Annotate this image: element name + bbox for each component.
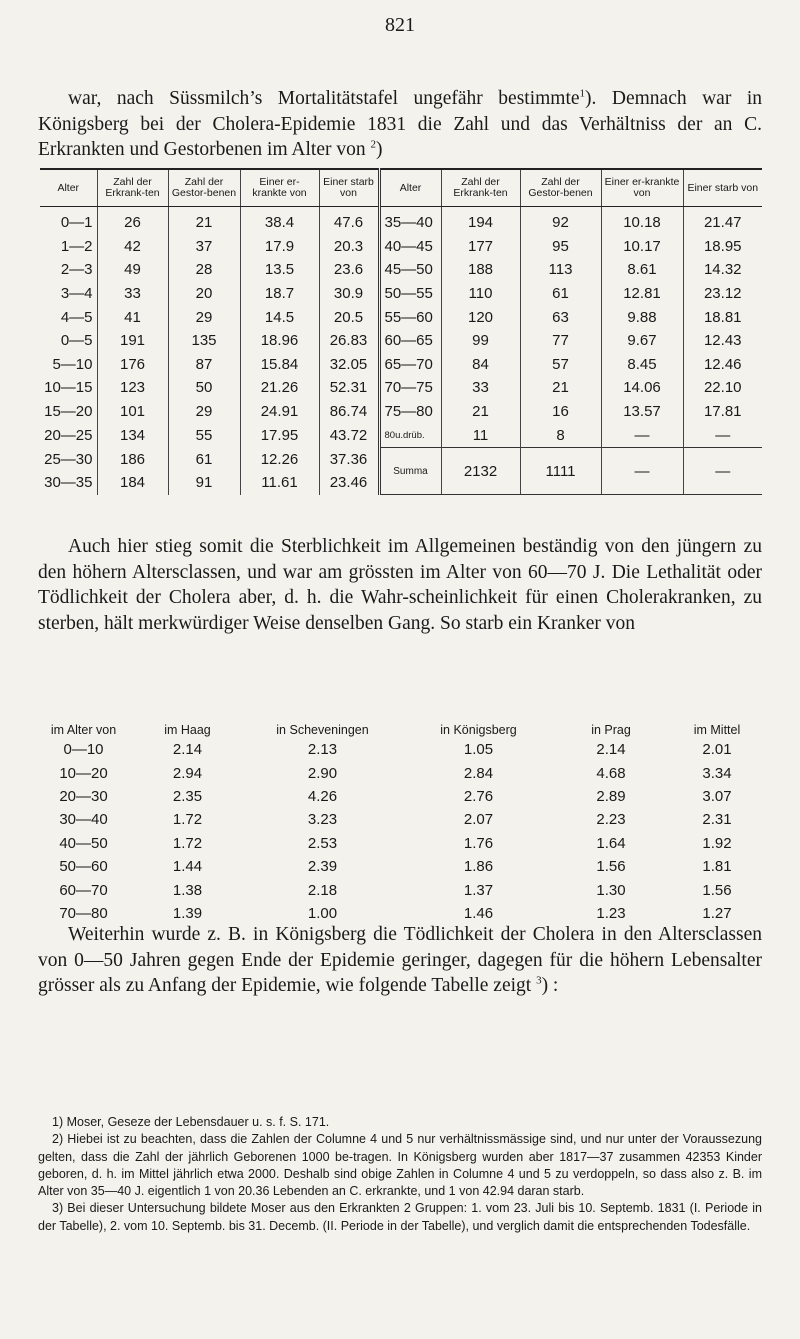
value-cell: 2.18 [307, 881, 338, 899]
paragraph-3-text: Weiterhin wurde z. B. in Königsberg die Tödlichkeit der Cholera in den Altersclassen von 0—50 Jahren gegen Ende der Epidemie geringer, dagegen für die höhern Lebensalter grösser als zu Anfang der Epidemie, wie folgende Tabelle zeigt [38, 924, 762, 996]
value-cell: 1.46 [463, 904, 494, 922]
col-header: im Alter von [50, 723, 117, 737]
value-cell: 12.46 [703, 355, 742, 373]
col-header: in Prag [591, 723, 631, 737]
col-header: im Mittel [693, 723, 741, 737]
value-cell: 23.46 [319, 471, 379, 495]
paragraph-3-end: ) : [541, 975, 559, 996]
col-header: im Haag [164, 723, 211, 737]
value-cell: 10.17 [601, 235, 683, 259]
value-cell: 1.86 [463, 858, 494, 876]
summa-label: Summa [379, 447, 441, 494]
value-cell: 3.23 [307, 811, 338, 829]
value-cell: 135 [168, 329, 240, 353]
col-header: Einer er-krankte von [601, 169, 683, 207]
value-cell: 1.92 [702, 834, 732, 852]
value-cell: 52.31 [319, 376, 379, 400]
table-row [40, 447, 762, 471]
value-cell: 18.95 [703, 237, 742, 255]
age-cell: 10—15 [40, 376, 97, 400]
value-cell: 99 [441, 329, 520, 353]
table-row [40, 235, 762, 259]
value-cell: 2.01 [702, 741, 732, 759]
value-cell: 37 [168, 235, 240, 259]
value-cell: 1.81 [702, 858, 732, 876]
value-cell: 29 [168, 400, 240, 424]
age-cell: 70—75 [379, 376, 441, 400]
value-cell: 4.26 [307, 787, 338, 805]
value-cell: 61 [168, 447, 240, 471]
value-cell: 84 [441, 353, 520, 377]
value-cell: 2.14 [596, 741, 626, 759]
age-cell: 55—60 [379, 305, 441, 329]
col-header: in Königsberg [440, 723, 517, 737]
value-cell: 61 [520, 282, 601, 306]
col-header: Einer starb von [319, 169, 379, 207]
value-cell: 2.35 [172, 787, 203, 805]
value-cell: 21.47 [703, 214, 742, 232]
value-cell: 1.56 [702, 881, 732, 899]
value-cell: 12.26 [240, 447, 319, 471]
value-cell: 26.83 [319, 329, 379, 353]
value-cell: 8.61 [601, 258, 683, 282]
value-cell: 2.84 [463, 764, 494, 782]
value-cell: 91 [168, 471, 240, 495]
value-cell: 1.00 [307, 904, 338, 922]
table-row [36, 761, 768, 784]
value-cell: 184 [97, 471, 168, 495]
intro-text-2: ). Demnach war in Königsberg bei der Cholera-Epidemie 1831 die Zahl und das Verhältniss der an C. Erkrankten und Gestorbenen im Alter von [38, 88, 762, 160]
value-cell: 110 [441, 282, 520, 306]
table-row [40, 258, 762, 282]
table-header-row [40, 169, 762, 207]
value-cell: 42 [97, 235, 168, 259]
value-cell: 33 [441, 376, 520, 400]
age-cell: 30—35 [40, 471, 97, 495]
footnote-text: 2) Hiebei ist zu beachten, dass die Zahlen der Columne 4 und 5 nur verhältnissmässige sind, und nur unter der Voraussezung gelten, dass die Zahl der jährlich Geborenen 1000 be-tragen. In Königsberg wurden aber 1817—37 zusammen 42353 Kinder geboren, d. h. im Mittel jährlich etwa 2000. Deshalb sind obige Zahlen in Columne 4 und 5 zu verdoppeln, so dass also z. B. im Alter von 35—40 J. eigentlich 1 von 20.36 Lebenden an C. erkrankte, und 1 von 42.94 daran starb. [38, 1132, 762, 1199]
col-header: Zahl der Erkrank-ten [441, 169, 520, 207]
table-row [40, 376, 762, 400]
value-cell: 18.7 [240, 282, 319, 306]
age-cell: 45—50 [379, 258, 441, 282]
age-cell: 5—10 [40, 353, 97, 377]
col-header: Zahl der Gestor-benen [168, 169, 240, 207]
value-cell: 18.96 [240, 329, 319, 353]
value-cell: 77 [520, 329, 601, 353]
value-cell: 1.39 [172, 904, 203, 922]
col-header: Alter [40, 169, 97, 207]
value-cell: 57 [520, 353, 601, 377]
age-cell: 50—60 [59, 858, 108, 876]
table-row [40, 305, 762, 329]
value-cell: 26 [97, 207, 168, 235]
value-cell: — [601, 423, 683, 447]
value-cell: 38.4 [240, 207, 319, 235]
value-cell: 13.5 [240, 258, 319, 282]
value-cell: 2.53 [307, 834, 338, 852]
table-row [40, 282, 762, 306]
value-cell: 43.72 [319, 423, 379, 447]
summa-value: 2132 [441, 447, 520, 494]
table-row [40, 423, 762, 447]
value-cell: 177 [441, 235, 520, 259]
age-cell: 65—70 [379, 353, 441, 377]
value-cell: 32.05 [319, 353, 379, 377]
value-cell: 14.5 [240, 305, 319, 329]
col-header: Alter [379, 169, 441, 207]
value-cell: 24.91 [240, 400, 319, 424]
value-cell: 55 [168, 423, 240, 447]
footnote-ref-3: 3 [536, 974, 542, 987]
value-cell: 1.27 [702, 904, 732, 922]
value-cell: 92 [520, 207, 601, 235]
footnote-1 [38, 1114, 762, 1131]
age-cell: 35—40 [379, 207, 441, 235]
table-row [40, 329, 762, 353]
value-cell: 49 [97, 258, 168, 282]
value-cell: 20 [168, 282, 240, 306]
value-cell: 33 [97, 282, 168, 306]
value-cell: 2.89 [596, 787, 626, 805]
value-cell: 14.32 [703, 261, 742, 279]
value-cell: 16 [520, 400, 601, 424]
value-cell: 1.76 [463, 834, 494, 852]
intro-text-3: ) [376, 139, 383, 160]
age-cell: 0—1 [40, 207, 97, 235]
value-cell: 28 [168, 258, 240, 282]
age-cell: 20—25 [40, 423, 97, 447]
value-cell: 4.68 [596, 764, 626, 782]
value-cell: 2.39 [307, 858, 338, 876]
value-cell: 1.38 [172, 881, 203, 899]
table-row [40, 207, 762, 235]
value-cell: 1.05 [463, 741, 494, 759]
age-cell: 4—5 [40, 305, 97, 329]
value-cell: 10.18 [601, 207, 683, 235]
value-cell: 12.81 [601, 282, 683, 306]
page-number: 821 [385, 14, 415, 36]
value-cell: 50 [168, 376, 240, 400]
age-cell: 80u.drüb. [379, 423, 441, 447]
summa-value: 1111 [520, 447, 601, 494]
value-cell: 47.6 [319, 207, 379, 235]
value-cell: 21 [168, 207, 240, 235]
value-cell: 23.6 [319, 258, 379, 282]
value-cell: 1.30 [596, 881, 626, 899]
value-cell: 21 [441, 400, 520, 424]
value-cell: 2.94 [172, 764, 203, 782]
footnote-ref-1: 1 [579, 87, 586, 100]
value-cell: 30.9 [319, 282, 379, 306]
intro-text: war, nach Süssmilch’s Mortalitätstafel ungefähr bestimmte [68, 88, 580, 109]
value-cell: 186 [97, 447, 168, 471]
cholera-age-table [40, 168, 762, 495]
value-cell: 8.45 [601, 353, 683, 377]
value-cell: 1.64 [596, 834, 626, 852]
footnote-text: 3) Bei dieser Untersuchung bildete Moser aus den Erkrankten 2 Gruppen: 1. vom 23. Juli bis 10. Septemb. 1831 (I. Periode in der Tabelle), 2. vom 10. Septemb. bis 31. Decemb. (II. Periode in der Tabelle), und verglich damit die entsprechenden Todesfälle. [38, 1201, 762, 1233]
value-cell: — [715, 426, 731, 444]
footnote-2 [38, 1131, 762, 1200]
value-cell: 2.14 [172, 741, 203, 759]
value-cell: 1.44 [172, 858, 203, 876]
value-cell: 11.61 [240, 471, 319, 495]
table-row [36, 785, 768, 808]
value-cell: 17.81 [703, 403, 742, 421]
col-header: in Scheveningen [276, 723, 369, 737]
value-cell: 63 [520, 305, 601, 329]
value-cell: 113 [520, 258, 601, 282]
value-cell: 17.9 [240, 235, 319, 259]
table-row [36, 832, 768, 855]
age-cell: 60—65 [379, 329, 441, 353]
value-cell: 3.07 [702, 787, 732, 805]
paragraph-2-text: Auch hier stieg somit die Sterblichkeit im Allgemeinen beständig von den jüngern zu den höhern Altersclassen, und war am grössten im Alter von 60—70 J. Die Lethalität oder Tödlichkeit der Cholera aber, d. h. die Wahr-scheinlichkeit für einen Cholerakranken, zu sterben, hält merkwürdiger Weise denselben Gang. So starb ein Kranker von [38, 536, 762, 634]
value-cell: 188 [441, 258, 520, 282]
age-cell: 50—55 [379, 282, 441, 306]
age-cell: 75—80 [379, 400, 441, 424]
age-cell: 0—10 [63, 741, 104, 759]
age-cell: 0—5 [40, 329, 97, 353]
value-cell: 134 [97, 423, 168, 447]
value-cell: 14.06 [601, 376, 683, 400]
value-cell: 191 [97, 329, 168, 353]
value-cell: 194 [441, 207, 520, 235]
value-cell: 101 [97, 400, 168, 424]
value-cell: 87 [168, 353, 240, 377]
value-cell: 22.10 [703, 379, 742, 397]
value-cell: 2.13 [307, 741, 338, 759]
table-row [36, 738, 768, 761]
age-cell: 3—4 [40, 282, 97, 306]
value-cell: 2.76 [463, 787, 494, 805]
age-cell: 40—50 [59, 834, 108, 852]
footnote-text: 1) Moser, Geseze der Lebensdauer u. s. f. S. 171. [52, 1115, 330, 1129]
value-cell: 20.5 [319, 305, 379, 329]
paragraph-3 [38, 922, 762, 999]
value-cell: 3.34 [702, 764, 732, 782]
paragraph-2 [38, 534, 762, 636]
table-row [36, 855, 768, 878]
value-cell: 21.26 [240, 376, 319, 400]
value-cell: 20.3 [319, 235, 379, 259]
value-cell: 2.07 [463, 811, 494, 829]
value-cell: 11 [441, 423, 520, 447]
col-header: Zahl der Gestor-benen [520, 169, 601, 207]
summa-value: — [601, 447, 683, 494]
lethality-table [36, 723, 768, 925]
value-cell: 29 [168, 305, 240, 329]
value-cell: 15.84 [240, 353, 319, 377]
age-cell: 20—30 [59, 787, 108, 805]
value-cell: 95 [520, 235, 601, 259]
value-cell: 12.43 [703, 332, 742, 350]
age-cell: 70—80 [59, 904, 108, 922]
value-cell: 1.72 [172, 834, 203, 852]
value-cell: 86.74 [319, 400, 379, 424]
table-row [40, 353, 762, 377]
value-cell: 41 [97, 305, 168, 329]
value-cell: 18.81 [703, 308, 742, 326]
age-cell: 40—45 [379, 235, 441, 259]
value-cell: 1.37 [463, 881, 494, 899]
table-row [40, 400, 762, 424]
age-cell: 30—40 [59, 811, 108, 829]
footnotes [38, 1114, 762, 1235]
footnote-ref-2: 2 [370, 138, 376, 151]
value-cell: 123 [97, 376, 168, 400]
value-cell: 2.31 [702, 811, 732, 829]
value-cell: 8 [520, 423, 601, 447]
table-row [36, 808, 768, 831]
col-header: Zahl der Erkrank-ten [97, 169, 168, 207]
table-row [36, 878, 768, 901]
footnote-3 [38, 1200, 762, 1235]
age-cell: 1—2 [40, 235, 97, 259]
col-header: Einer er-krankte von [240, 169, 319, 207]
age-cell: 15—20 [40, 400, 97, 424]
value-cell: 1.23 [596, 904, 626, 922]
age-cell: 25—30 [40, 447, 97, 471]
intro-paragraph [38, 86, 762, 163]
value-cell: 2.90 [307, 764, 338, 782]
value-cell: 9.88 [601, 305, 683, 329]
value-cell: 21 [520, 376, 601, 400]
age-cell: 60—70 [59, 881, 108, 899]
value-cell: 1.72 [172, 811, 203, 829]
value-cell: 1.56 [596, 858, 626, 876]
value-cell: 13.57 [601, 400, 683, 424]
value-cell: 120 [441, 305, 520, 329]
value-cell: 17.95 [240, 423, 319, 447]
value-cell: 37.36 [319, 447, 379, 471]
value-cell: 2.23 [596, 811, 626, 829]
value-cell: 9.67 [601, 329, 683, 353]
summa-value: — [683, 447, 762, 494]
age-cell: 2—3 [40, 258, 97, 282]
table-header-row [36, 723, 768, 738]
value-cell: 23.12 [703, 285, 742, 303]
col-header: Einer starb von [683, 169, 762, 207]
age-cell: 10—20 [59, 764, 108, 782]
value-cell: 176 [97, 353, 168, 377]
